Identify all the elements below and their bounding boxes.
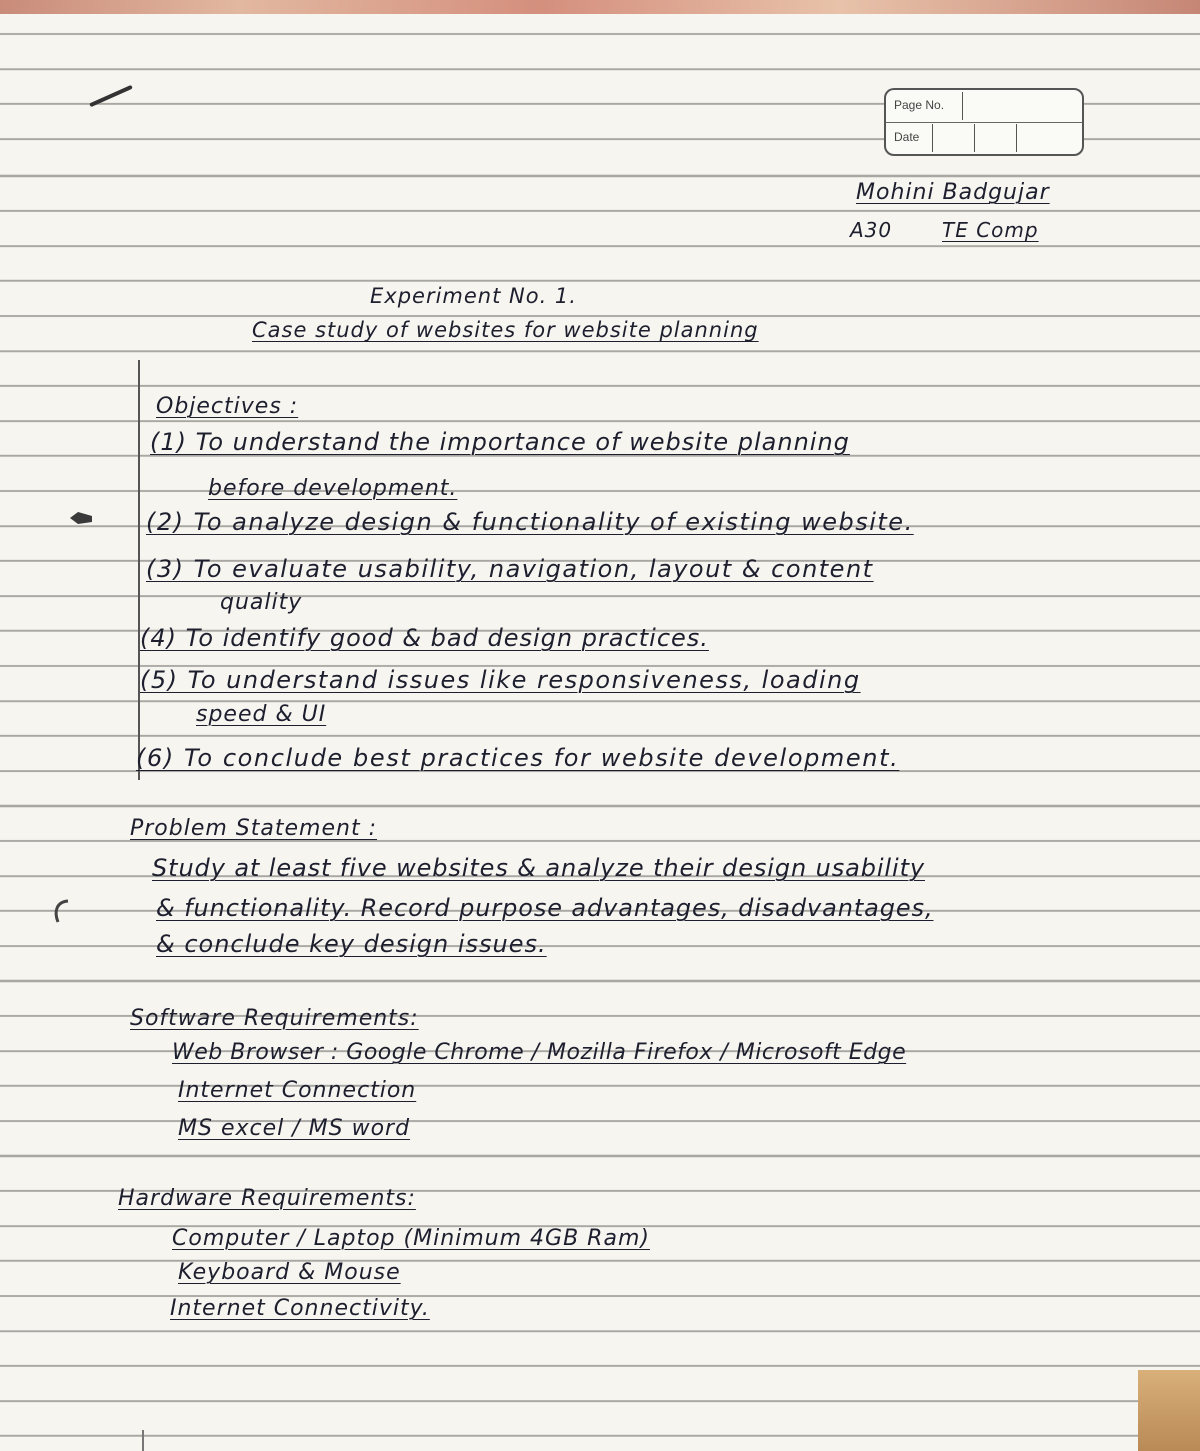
software-line: Internet Connection (178, 1078, 417, 1103)
divider (1016, 124, 1017, 152)
objective-line: (5) To understand issues like responsiveness, loading (140, 666, 861, 694)
objective-line: (1) To understand the importance of website planning (150, 428, 850, 456)
experiment-title: Case study of websites for website planning (252, 318, 759, 342)
objective-line: speed & UI (196, 702, 327, 727)
hardware-line: Computer / Laptop (Minimum 4GB Ram) (172, 1226, 650, 1251)
divider (962, 92, 963, 120)
background-edge (1138, 1370, 1200, 1451)
problem-line: & functionality. Record purpose advantages, disadvantages, (156, 894, 934, 922)
problem-line: & conclude key design issues. (156, 930, 547, 958)
hardware-line: Internet Connectivity. (170, 1296, 430, 1321)
date-row (886, 122, 1082, 154)
divider (932, 124, 933, 152)
student-name: Mohini Badgujar (856, 180, 1050, 205)
software-line: MS excel / MS word (178, 1116, 411, 1141)
software-heading: Software Requirements: (130, 1006, 419, 1031)
problem-line: Study at least five websites & analyze their design usability (152, 854, 925, 882)
software-line: Web Browser : Google Chrome / Mozilla Firefox / Microsoft Edge (172, 1040, 907, 1065)
objectives-heading: Objectives : (156, 394, 299, 419)
page-no-label: Page No. (894, 98, 945, 112)
binder-ring-icon (50, 898, 72, 924)
class-name: TE Comp (942, 218, 1039, 242)
page-date-box (884, 88, 1084, 156)
problem-heading: Problem Statement : (130, 816, 377, 841)
hardware-line: Keyboard & Mouse (178, 1260, 401, 1285)
hardware-heading: Hardware Requirements: (118, 1186, 416, 1211)
objective-line: (6) To conclude best practices for website development. (136, 744, 900, 772)
objective-line: before development. (208, 476, 458, 501)
objective-line: quality (220, 590, 303, 615)
margin-line-bottom (142, 1430, 144, 1451)
binder-clip-icon (68, 508, 94, 528)
roll-number: A30 (850, 218, 893, 242)
objective-line: (2) To analyze design & functionality of existing website. (146, 508, 914, 536)
objective-line: (3) To evaluate usability, navigation, layout & content (146, 555, 874, 583)
objective-line: (4) To identify good & bad design practices. (140, 624, 709, 652)
date-label: Date (894, 130, 920, 144)
divider (974, 124, 975, 152)
page-no-row (886, 90, 1082, 123)
experiment-number: Experiment No. 1. (370, 284, 577, 308)
margin-line (138, 360, 140, 780)
